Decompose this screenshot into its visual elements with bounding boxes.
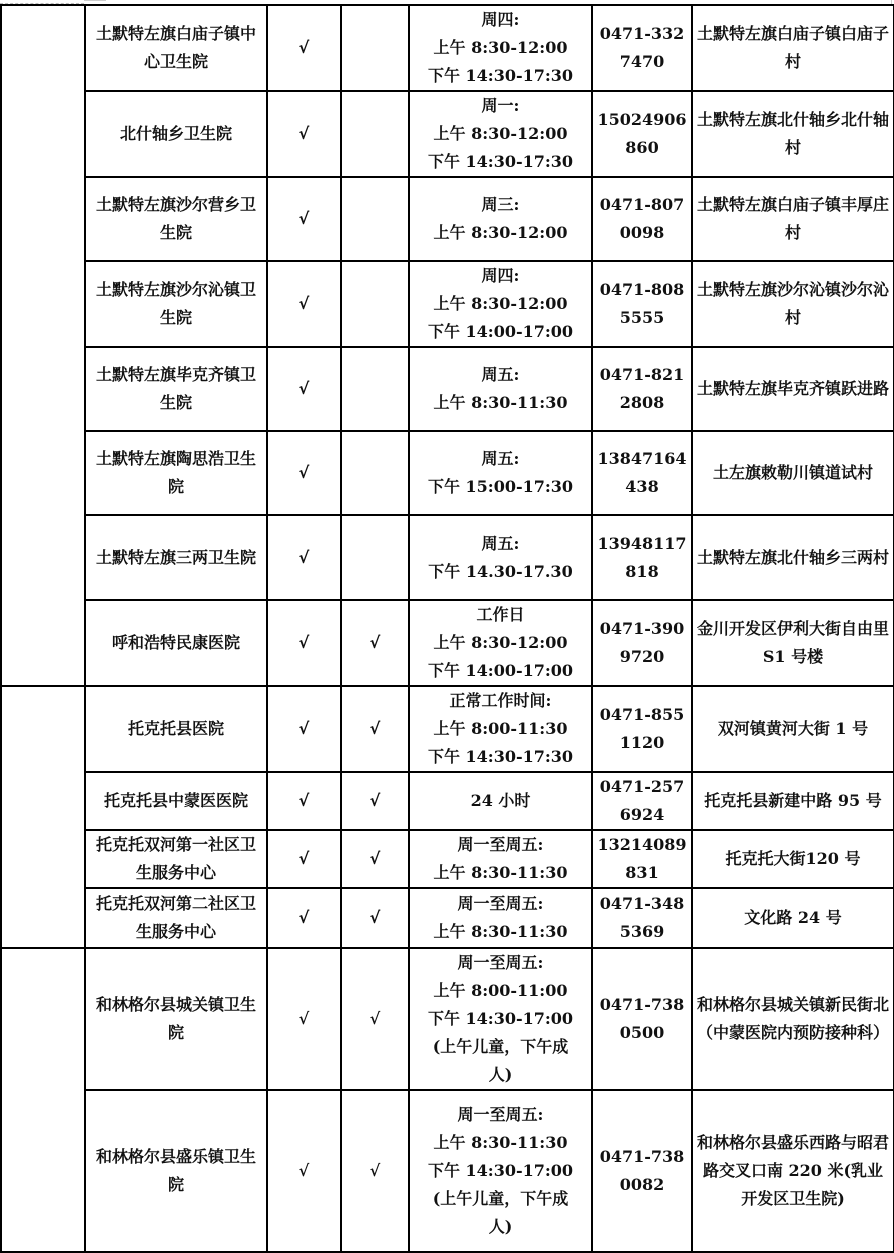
hours-cell [409, 830, 592, 888]
check-b-cell [341, 830, 409, 888]
checkmark-icon: √ [369, 1161, 381, 1180]
phone-cell [592, 686, 692, 772]
site-name-cell [85, 431, 267, 515]
table-row [1, 515, 894, 600]
site-name: 土默特左旗沙尔沁镇卫生院 [95, 280, 256, 327]
hours-day: 周四: [481, 10, 520, 29]
table-row [1, 347, 894, 431]
hours-line: 下午 14:00-17:00 [427, 661, 574, 680]
address: 金川开发区伊利大街自由里 S1 号楼 [697, 619, 890, 666]
hours-day: 周四: [481, 266, 520, 285]
phone-number: 13948117818 [597, 533, 687, 581]
check-a-cell [267, 261, 341, 347]
check-a-cell [267, 686, 341, 772]
phone-number: 0471-8070098 [599, 195, 685, 242]
check-a-cell [267, 431, 341, 515]
phone-cell [592, 347, 692, 431]
table-row [1, 1090, 894, 1252]
check-a-cell [267, 5, 341, 91]
site-name-cell [85, 600, 267, 686]
address-cell [692, 177, 894, 261]
phone-cell [592, 600, 692, 686]
hours-day: 周三: [481, 195, 520, 214]
table-row [1, 177, 894, 261]
check-b-cell [341, 177, 409, 261]
site-name-cell [85, 91, 267, 177]
site-name: 北什轴乡卫生院 [119, 124, 232, 143]
site-name: 托克托双河第二社区卫生服务中心 [95, 894, 256, 941]
phone-cell [592, 830, 692, 888]
hours-cell [409, 888, 592, 948]
check-a-cell [267, 177, 341, 261]
address-cell [692, 830, 894, 888]
address-cell [692, 772, 894, 830]
address-cell [692, 431, 894, 515]
table-row [1, 888, 894, 948]
hours-line: 下午 14:30-17:30 [427, 747, 574, 766]
check-a-cell [267, 772, 341, 830]
check-a-cell [267, 515, 341, 600]
address: 土默特左旗白庙子镇白庙子村 [697, 24, 890, 71]
hours-line: 人) [488, 1217, 513, 1236]
address: 土默特左旗沙尔沁镇沙尔沁村 [697, 280, 890, 327]
region-cell [1, 686, 85, 948]
check-b-cell [341, 772, 409, 830]
hours-cell [409, 431, 592, 515]
checkmark-icon: √ [369, 849, 381, 868]
hours-line: 上午 8:30-12:00 [433, 633, 568, 652]
address-cell [692, 347, 894, 431]
site-name: 土默特左旗陶思浩卫生院 [95, 449, 256, 496]
hours-line: (上午儿童，下午成 [432, 1189, 569, 1208]
site-name-cell [85, 515, 267, 600]
address-cell [692, 1090, 894, 1252]
table-row [1, 600, 894, 686]
hours-cell [409, 347, 592, 431]
phone-cell [592, 515, 692, 600]
hours-line: 下午 14:30-17:30 [427, 152, 574, 171]
site-name-cell [85, 830, 267, 888]
address-cell [692, 91, 894, 177]
hours-day: 周五: [481, 533, 520, 553]
check-b-cell [341, 888, 409, 948]
table-row [1, 5, 894, 91]
check-a-cell [267, 948, 341, 1090]
site-name: 土默特左旗三两卫生院 [95, 547, 256, 567]
check-b-cell [341, 948, 409, 1090]
site-name: 托克托县医院 [127, 719, 224, 738]
address-cell [692, 948, 894, 1090]
hours-cell [409, 772, 592, 830]
hours-day: 周一: [481, 96, 520, 115]
hours-line: 上午 8:30-12:00 [433, 124, 568, 143]
hours-line: 上午 8:30-11:30 [433, 1133, 568, 1152]
check-b-cell [341, 1090, 409, 1252]
table-row [1, 431, 894, 515]
table-body [1, 5, 894, 1252]
site-name: 和林格尔县盛乐镇卫生院 [95, 1147, 256, 1194]
hours-day: 周五: [481, 449, 520, 468]
checkmark-icon: √ [298, 633, 310, 652]
check-b-cell [341, 91, 409, 177]
hours-line: 上午 8:30-12:00 [433, 38, 568, 57]
hours-day: 周五: [481, 365, 520, 384]
site-name-cell [85, 772, 267, 830]
hours-line: 下午 14.30-17.30 [428, 561, 573, 581]
site-name-cell [85, 888, 267, 948]
hours-day: 周一至周五: [457, 1105, 544, 1124]
phone-cell [592, 888, 692, 948]
address: 托克托大街120 号 [725, 849, 861, 868]
hours-line: 上午 8:30-11:30 [433, 922, 568, 941]
phone-cell [592, 91, 692, 177]
checkmark-icon: √ [298, 124, 310, 143]
phone-number: 15024906860 [597, 110, 687, 157]
site-name: 托克托双河第一社区卫生服务中心 [95, 835, 256, 882]
hours-line: 上午 8:00-11:00 [433, 981, 568, 1000]
hours-line: 人) [488, 1065, 513, 1084]
checkmark-icon: √ [369, 908, 381, 927]
hours-cell [409, 686, 592, 772]
checkmark-icon: √ [369, 633, 381, 652]
checkmark-icon: √ [369, 719, 381, 738]
check-a-cell [267, 600, 341, 686]
site-name-cell [85, 177, 267, 261]
site-name: 托克托县中蒙医医院 [103, 791, 248, 810]
site-name-cell [85, 686, 267, 772]
site-name-cell [85, 948, 267, 1090]
address: 土默特左旗北什轴乡三两村 [697, 547, 890, 567]
phone-number: 0471-3485369 [599, 894, 685, 941]
region-cell [1, 948, 85, 1252]
hours-line: 上午 8:00-11:30 [433, 719, 568, 738]
checkmark-icon: √ [298, 379, 310, 398]
site-name-cell [85, 347, 267, 431]
checkmark-icon: √ [298, 547, 310, 567]
address-cell [692, 515, 894, 600]
hours-cell [409, 600, 592, 686]
hours-cell [409, 91, 592, 177]
check-b-cell [341, 431, 409, 515]
check-a-cell [267, 347, 341, 431]
hours-line: 下午 14:30-17:30 [427, 66, 574, 85]
phone-number: 0471-3327470 [599, 24, 685, 71]
phone-number: 0471-3909720 [599, 619, 685, 666]
checkmark-icon: √ [298, 849, 310, 868]
phone-cell [592, 5, 692, 91]
check-b-cell [341, 347, 409, 431]
hours-cell [409, 515, 592, 600]
site-name: 土默特左旗毕克齐镇卫生院 [95, 365, 256, 412]
site-name-cell [85, 1090, 267, 1252]
address: 土默特左旗白庙子镇丰厚庄村 [697, 195, 890, 242]
hours-cell [409, 1090, 592, 1252]
address-cell [692, 261, 894, 347]
hours-cell [409, 948, 592, 1090]
region-cell [1, 5, 85, 686]
table-row [1, 830, 894, 888]
check-b-cell [341, 515, 409, 600]
table-row [1, 686, 894, 772]
address-cell [692, 686, 894, 772]
phone-number: 13847164438 [597, 449, 687, 496]
checkmark-icon: √ [298, 463, 310, 482]
address-cell [692, 888, 894, 948]
address-cell [692, 5, 894, 91]
checkmark-icon: √ [298, 1161, 310, 1180]
phone-cell [592, 431, 692, 515]
hours-day: 周一至周五: [457, 894, 544, 913]
phone-number: 0471-7380082 [599, 1147, 685, 1194]
address: 和林格尔县盛乐西路与昭君路交叉口南 220 米(乳业开发区卫生院) [697, 1133, 890, 1208]
check-b-cell [341, 261, 409, 347]
checkmark-icon: √ [298, 38, 310, 57]
checkmark-icon: √ [369, 791, 381, 810]
table-row [1, 261, 894, 347]
hours-line: 下午 15:00-17:30 [427, 477, 574, 496]
hours-line: 上午 8:30-11:30 [433, 393, 568, 412]
address: 文化路 24 号 [744, 908, 842, 927]
checkmark-icon: √ [298, 294, 310, 313]
checkmark-icon: √ [369, 1009, 381, 1028]
check-a-cell [267, 888, 341, 948]
phone-cell [592, 261, 692, 347]
phone-number: 13214089831 [597, 835, 687, 882]
checkmark-icon: √ [298, 908, 310, 927]
hours-line: 上午 8:30-12:00 [433, 223, 568, 242]
checkmark-icon: √ [298, 1009, 310, 1028]
site-name-cell [85, 261, 267, 347]
hours-cell [409, 177, 592, 261]
address: 和林格尔县城关镇新民街北（中蒙医院内预防接种科） [697, 995, 890, 1042]
hours-day: 周一至周五: [457, 953, 544, 972]
checkmark-icon: √ [298, 791, 310, 810]
hours-day: 24 小时 [470, 791, 531, 810]
check-b-cell [341, 686, 409, 772]
hours-cell [409, 5, 592, 91]
phone-cell [592, 177, 692, 261]
phone-number: 0471-8212808 [599, 365, 685, 412]
phone-number: 0471-8085555 [599, 280, 685, 327]
hours-line: 下午 14:30-17:00 [427, 1009, 574, 1028]
checkmark-icon: √ [298, 209, 310, 228]
site-name-cell [85, 5, 267, 91]
phone-number: 0471-7380500 [599, 995, 685, 1042]
hours-day: 工作日 [476, 605, 525, 624]
site-name: 土默特左旗沙尔营乡卫生院 [95, 195, 256, 242]
check-a-cell [267, 830, 341, 888]
checkmark-icon: √ [298, 719, 310, 738]
phone-cell [592, 772, 692, 830]
hours-line: 下午 14:00-17:00 [427, 322, 574, 341]
hours-day: 正常工作时间: [449, 691, 552, 710]
table-row [1, 948, 894, 1090]
site-name: 土默特左旗白庙子镇中心卫生院 [95, 24, 256, 71]
address: 双河镇黄河大街 1 号 [717, 719, 869, 738]
address-cell [692, 600, 894, 686]
vaccination-site-table [0, 4, 894, 1253]
hours-day: 周一至周五: [457, 835, 544, 854]
phone-number: 0471-2576924 [599, 777, 685, 824]
check-a-cell [267, 91, 341, 177]
phone-number: 0471-8551120 [599, 705, 685, 752]
address: 土默特左旗毕克齐镇跃进路 [697, 379, 890, 398]
hours-cell [409, 261, 592, 347]
check-b-cell [341, 600, 409, 686]
hours-line: 上午 8:30-11:30 [433, 863, 568, 882]
phone-cell [592, 948, 692, 1090]
hours-line: 上午 8:30-12:00 [433, 294, 568, 313]
hours-line: (上午儿童，下午成 [432, 1037, 569, 1056]
phone-cell [592, 1090, 692, 1252]
address: 土默特左旗北什轴乡北什轴村 [697, 110, 890, 157]
check-b-cell [341, 5, 409, 91]
address: 土左旗敕勒川镇道试村 [712, 463, 873, 482]
check-a-cell [267, 1090, 341, 1252]
hours-line: 下午 14:30-17:00 [427, 1161, 574, 1180]
table-row [1, 772, 894, 830]
site-name: 呼和浩特民康医院 [111, 633, 240, 652]
address: 托克托县新建中路 95 号 [704, 791, 882, 810]
table-row [1, 91, 894, 177]
site-name: 和林格尔县城关镇卫生院 [95, 995, 256, 1042]
